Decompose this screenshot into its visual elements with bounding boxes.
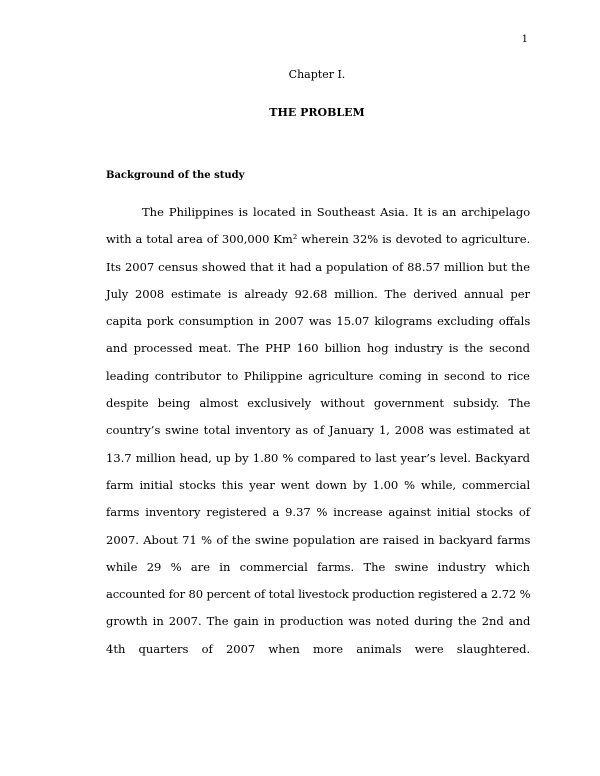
section-heading: Background of the study [106, 170, 245, 181]
paragraph-line: country’s swine total inventory as of January 1, 2008 was estimated at [106, 423, 531, 438]
paragraph-line: leading contributor to Philippine agriculture coming in second to rice [106, 368, 530, 383]
paragraph-line: July 2008 estimate is already 92.68 million. The derived annual per [106, 286, 531, 301]
paragraph-line: 2007. About 71 % of the swine population are raised in backyard farms [106, 532, 531, 547]
paragraph-line: and processed meat. The PHP 160 billion hog industry is the second [106, 341, 530, 356]
paragraph-line: while 29 % are in commercial farms. The swine industry which [106, 559, 530, 574]
chapter-label: Chapter I. [288, 68, 346, 81]
paragraph-line: despite being almost exclusively without government subsidy. The [106, 396, 531, 411]
paragraph-line: capita pork consumption in 2007 was 15.07 kilograms excluding offals [106, 314, 531, 329]
paragraph-line: with a total area of 300,000 Km² wherein 32% is devoted to agriculture. [106, 232, 531, 247]
paragraph-line: The Philippines is located in Southeast Asia. It is an archipelago [142, 205, 531, 219]
paragraph-line: 4th quarters of 2007 when more animals were slaughtered. [106, 641, 531, 656]
body-paragraph [106, 199, 530, 663]
paragraph-line: Its 2007 census showed that it had a population of 88.57 million but the [106, 259, 530, 274]
paragraph-line: accounted for 80 percent of total livestock production registered a 2.72 % [106, 587, 531, 602]
paragraph-line: growth in 2007. The gain in production was noted during the 2nd and [106, 614, 531, 629]
page-number: 1 [521, 34, 528, 45]
paragraph-line: 13.7 million head, up by 1.80 % compared to last year’s level. Backyard [106, 450, 530, 465]
paragraph-line: farm initial stocks this year went down by 1.00 % while, commercial [106, 477, 531, 492]
chapter-title: THE PROBLEM [269, 106, 365, 119]
paragraph-line: farms inventory registered a 9.37 % increase against initial stocks of [106, 505, 530, 520]
